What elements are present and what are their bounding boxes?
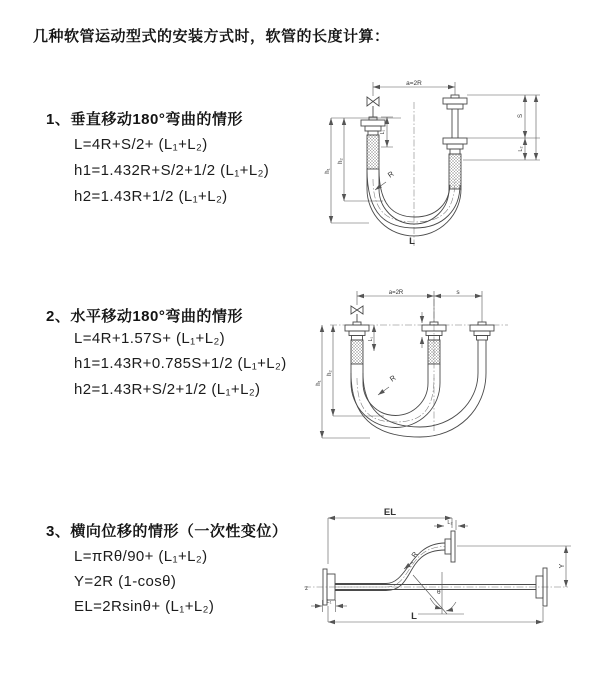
dim-label-span: a=2R <box>406 80 422 87</box>
dim-label-stroke-s: S <box>518 113 524 119</box>
theta-label: θ <box>437 589 441 596</box>
length-label: L <box>411 611 417 622</box>
dimension-lines <box>322 291 482 438</box>
section-1-formula-h2: h2=1.43R+1/2 (L₁+L₂) <box>74 188 228 205</box>
hose-assembly <box>323 531 547 606</box>
dimension-lines <box>311 518 571 622</box>
section-3-formula-l: L=πRθ/90+ (L₁+L₂) <box>74 548 208 565</box>
dim-label-l2: L₂ <box>518 146 524 152</box>
section-1-heading: 1、垂直移动180°弯曲的情形 <box>46 111 243 128</box>
page-title: 几种软管运动型式的安装方式时，软管的长度计算： <box>33 28 390 45</box>
hose-assembly <box>345 306 494 437</box>
section-1-formula-l: L=4R+S/2+ (L₁+L₂) <box>74 136 208 153</box>
section-2-heading: 2、水平移动180°弯曲的情形 <box>46 308 243 325</box>
braided-hose-left <box>351 340 363 364</box>
section-2-formula-l: L=4R+1.57S+ (L₁+L₂) <box>74 330 226 347</box>
diagram-horizontal-180-bend <box>312 283 562 453</box>
diagram-lateral-displacement <box>296 502 586 647</box>
dim-label-l2: L₂ <box>447 520 453 526</box>
valve-icon <box>351 306 363 314</box>
diagram-vertical-180-bend <box>303 68 543 250</box>
dim-label-l1: L₁ <box>326 599 332 605</box>
section-3-formula-el: EL=2Rsinθ+ (L₁+L₂) <box>74 598 215 615</box>
dim-label-h1: h₁ <box>316 380 322 386</box>
section-3-formula-y: Y=2R (1-cosθ) <box>74 573 177 590</box>
dim-label-span: a=2R <box>388 290 404 296</box>
dim-label-h1: h₁ <box>325 168 331 174</box>
braided-hose-left <box>367 135 379 169</box>
dim-label-h2: h₂ <box>327 370 333 376</box>
radius-label: R <box>387 373 398 384</box>
section-2-formula-h2: h2=1.43R+S/2+1/2 (L₁+L₂) <box>74 381 261 398</box>
dimension-lines <box>331 82 540 223</box>
dim-label-y: Y <box>559 563 566 569</box>
braided-hose-right <box>449 154 461 189</box>
dim-label-el: EL <box>383 507 397 518</box>
valve-icon <box>367 97 379 106</box>
radius-label: R <box>410 550 420 560</box>
dim-label-l1: L₁ <box>380 129 386 135</box>
dim-label-stroke-s: s <box>456 289 460 296</box>
dim-label-h2: h₂ <box>338 158 344 164</box>
section-2-formula-h1: h1=1.43R+0.785S+1/2 (L₁+L₂) <box>74 355 287 372</box>
braided-hose-middle <box>428 340 440 364</box>
dim-label-l1: L₁ <box>368 336 374 342</box>
centerline-z-label: z <box>305 586 308 592</box>
section-1-formula-h1: h1=1.432R+S/2+1/2 (L₁+L₂) <box>74 162 270 179</box>
radius-label: R <box>385 169 396 180</box>
centerlines <box>304 547 568 588</box>
section-3-heading: 3、横向位移的情形（一次性变位） <box>46 523 288 540</box>
length-label: L <box>409 236 415 247</box>
